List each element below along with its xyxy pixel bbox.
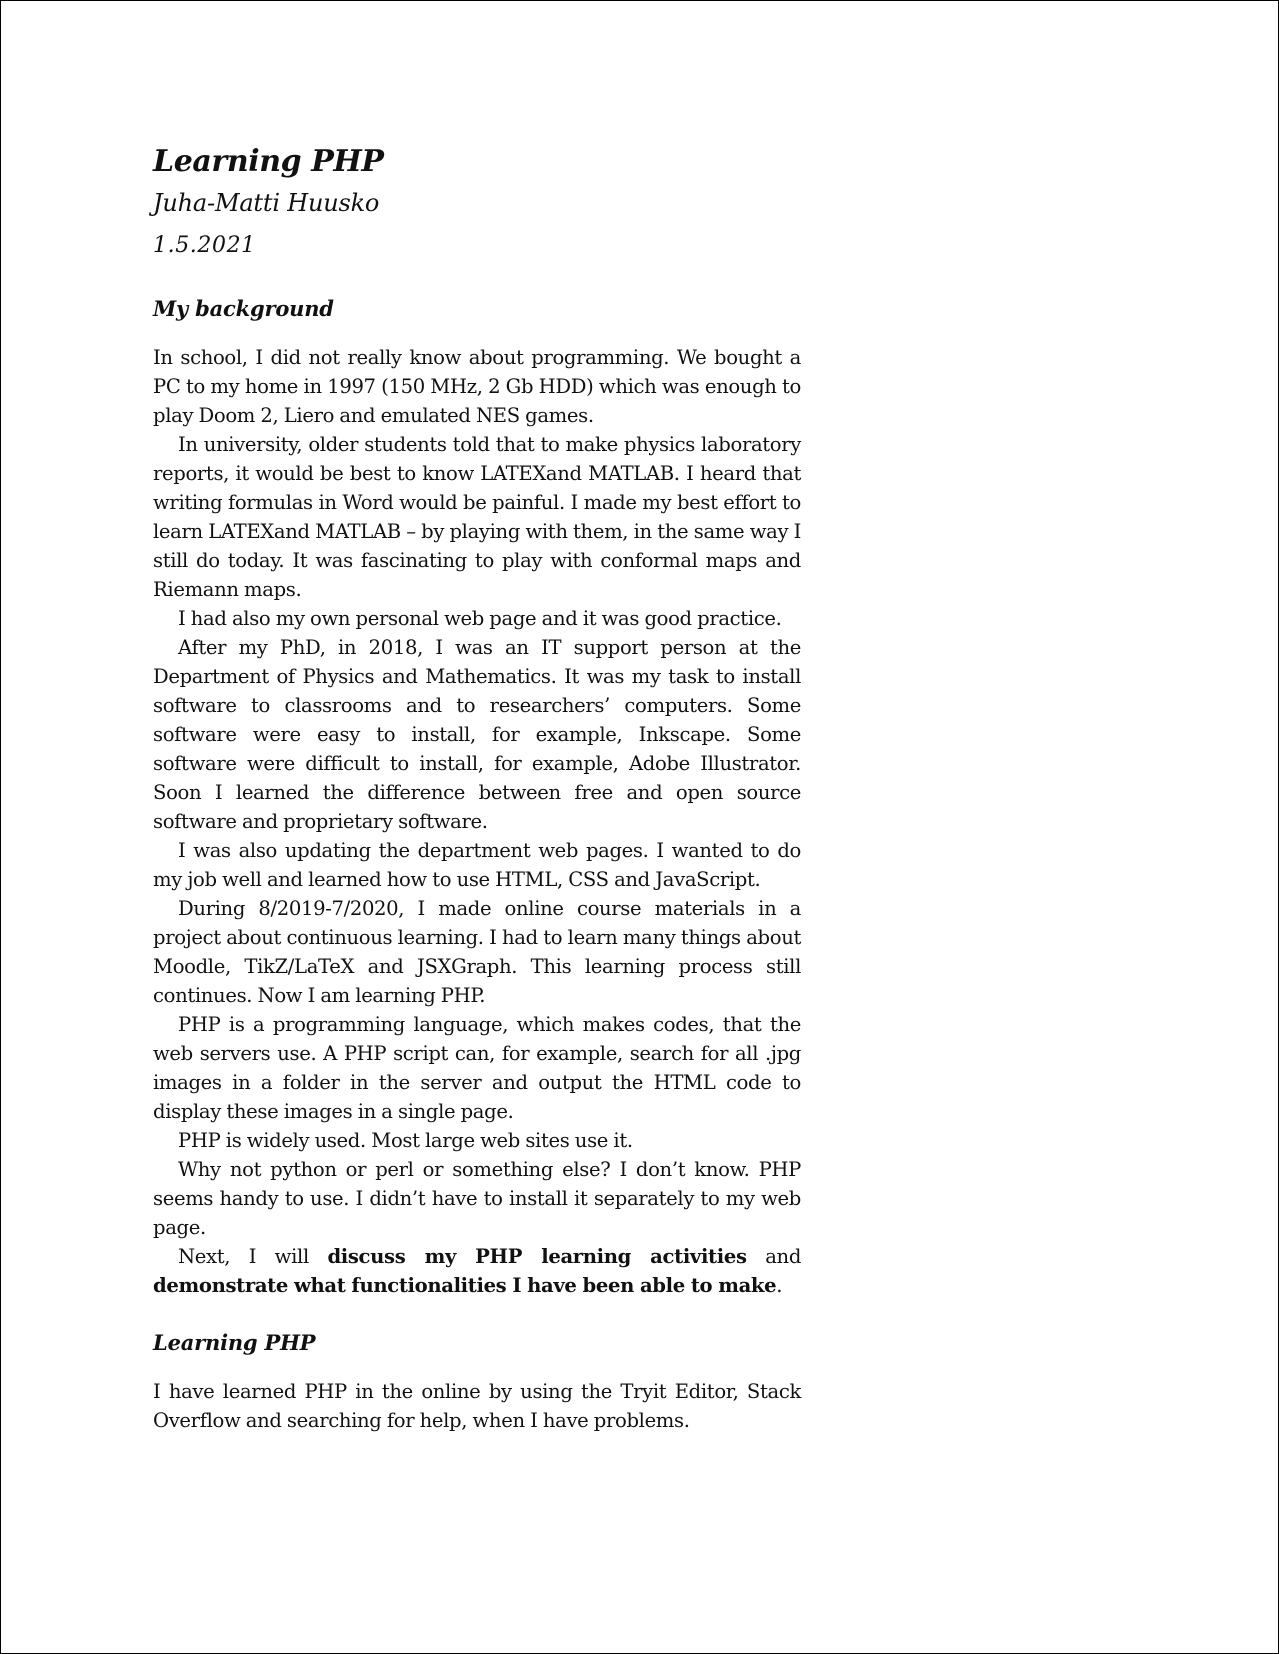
- emphasis-text: demonstrate what functionalities I have been able to make: [153, 1274, 777, 1297]
- document-content: [153, 142, 801, 1435]
- closing-paragraph: [153, 1242, 801, 1300]
- document-author: Juha-Matti Huusko: [153, 189, 380, 217]
- paragraph: In school, I did not really know about programming. We bought a PC to my home in 1997 (150 MHz, 2 Gb HDD) which was enough to play Doom 2, Liero and emulated NES games.: [153, 346, 801, 427]
- closing-text: and: [746, 1245, 802, 1268]
- paragraph: I was also updating the department web pages. I wanted to do my job well and learned how to use HTML, CSS and JavaScript.: [153, 839, 801, 891]
- section-heading: Learning PHP: [153, 1330, 316, 1355]
- closing-text: .: [776, 1274, 783, 1297]
- paragraph: I had also my own personal web page and it was good practice.: [178, 607, 782, 630]
- paragraph: During 8/2019-7/2020, I made online course materials in a project about continuous learning. I had to learn many things about Moodle, TikZ/LaTeX and JSXGraph. This learning process still continues. Now I am learning PHP.: [153, 897, 801, 1007]
- paragraph: In university, older students told that to make physics laboratory reports, it would be best to know LATEXand MATLAB. I heard that writing formulas in Word would be painful. I made my best effort to learn LATEXand MATLAB – by playing with them, in the same way I still do today. It was fascinating to play with conformal maps and Riemann maps.: [153, 433, 801, 601]
- paragraph: PHP is widely used. Most large web sites use it.: [178, 1129, 633, 1152]
- closing-text: Next, I will: [178, 1245, 328, 1268]
- section-heading: My background: [153, 296, 334, 321]
- emphasis-text: discuss my PHP learning activities: [327, 1245, 747, 1268]
- section-learning-php: [153, 1328, 801, 1435]
- document-title: Learning PHP: [153, 144, 384, 179]
- paragraph: After my PhD, in 2018, I was an IT support person at the Department of Physics and Mathematics. It was my task to install software to classrooms and to researchers’ computers. Some software were easy to install, for example, Inkscape. Some software were difficult to install, for example, Adobe Illustrator. Soon I learned the difference between free and open source software and proprietary software.: [153, 636, 801, 833]
- paragraph: Why not python or perl or something else? I don’t know. PHP seems handy to use. I didn’t have to install it separately to my web page.: [153, 1158, 801, 1239]
- document-date: 1.5.2021: [153, 233, 256, 258]
- section-my-background: [153, 294, 801, 1300]
- paragraph: I have learned PHP in the online by using the Tryit Editor, Stack Overflow and searching for help, when I have problems.: [153, 1380, 801, 1432]
- paragraph: PHP is a programming language, which makes codes, that the web servers use. A PHP script can, for example, search for all .jpg images in a folder in the server and output the HTML code to display these images in a single page.: [153, 1013, 801, 1123]
